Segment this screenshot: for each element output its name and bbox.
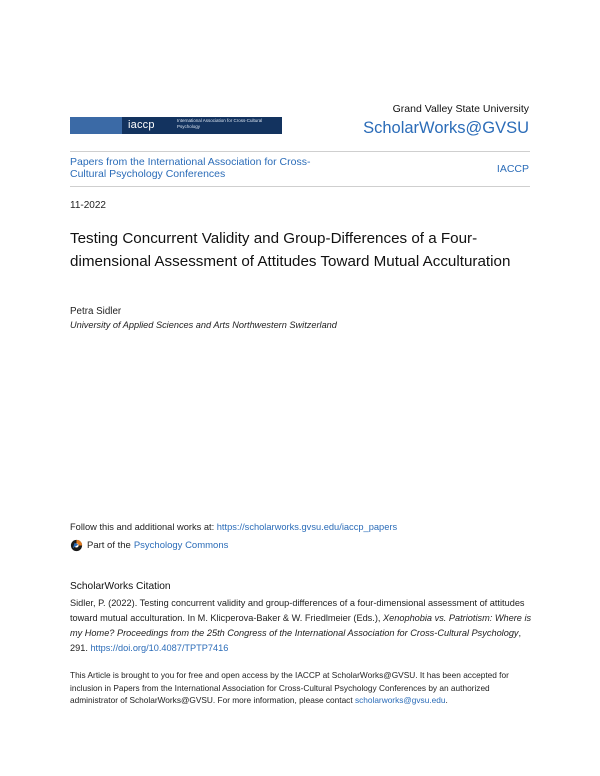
university-name: Grand Valley State University: [392, 103, 529, 115]
publication-date: 11-2022: [70, 200, 106, 211]
citation-heading: ScholarWorks Citation: [70, 581, 171, 592]
author-affiliation: University of Applied Sciences and Arts Northwestern Switzerland: [70, 320, 337, 330]
citation-part-a: Sidler, P. (2022). Testing concurrent validity and group-differences of a four-dimensional assessment of attitudes toward mutual acculturation. In M. Klicperova-Baker & W. Friedlmeier (Eds.),: [70, 598, 525, 623]
citation-text: [70, 596, 532, 656]
iaccp-logo-text: iaccp: [128, 119, 155, 131]
part-prefix: Part of the: [87, 540, 131, 551]
scholarworks-link[interactable]: ScholarWorks@GVSU: [363, 119, 529, 137]
access-notice-end: .: [445, 695, 448, 705]
doi-link[interactable]: https://doi.org/10.4087/TPTP7416: [90, 643, 229, 653]
citation-proceedings-title: Xenophobia vs. Patriotism: Where is my Home? Proceedings from the 25th Congress of the International Association for Cross-Cultural Psychology: [70, 613, 532, 638]
divider-top: [70, 151, 530, 152]
series-link[interactable]: Papers from the International Association for Cross-Cultural Psychology Conferences: [70, 156, 311, 180]
logo-accent-stripe: [70, 117, 122, 134]
access-notice-text: This Article is brought to you for free and open access by the IACCP at ScholarWorks@GVSU. It has been accepted for inclusion in Papers from the International Association for Cross-Cultural Psychology Conferences by an authorized administrator of ScholarWorks@GVSU. For more information, please contact: [70, 670, 509, 705]
author-name: Petra Sidler: [70, 306, 122, 317]
contact-email-link[interactable]: scholarworks@gvsu.edu: [354, 695, 446, 705]
article-title: Testing Concurrent Validity and Group-Differences of a Four-dimensional Assessment of Attitudes Toward Mutual Acculturation: [70, 230, 511, 270]
access-notice: [70, 669, 532, 707]
commons-network-icon: [70, 539, 83, 552]
iaccp-logo-subtitle: International Association for Cross-Cultural Psychology: [177, 118, 263, 129]
iaccp-link[interactable]: IACCP: [496, 163, 529, 175]
follow-url-link[interactable]: https://scholarworks.gvsu.edu/iaccp_papers: [216, 522, 398, 532]
follow-line: [70, 522, 397, 532]
divider-bottom: [70, 186, 530, 187]
psychology-commons-link[interactable]: Psychology Commons: [133, 540, 229, 551]
citation-part-b: , 291.: [70, 628, 522, 653]
part-of-line: [70, 539, 228, 552]
follow-prefix: Follow this and additional works at:: [70, 522, 217, 532]
